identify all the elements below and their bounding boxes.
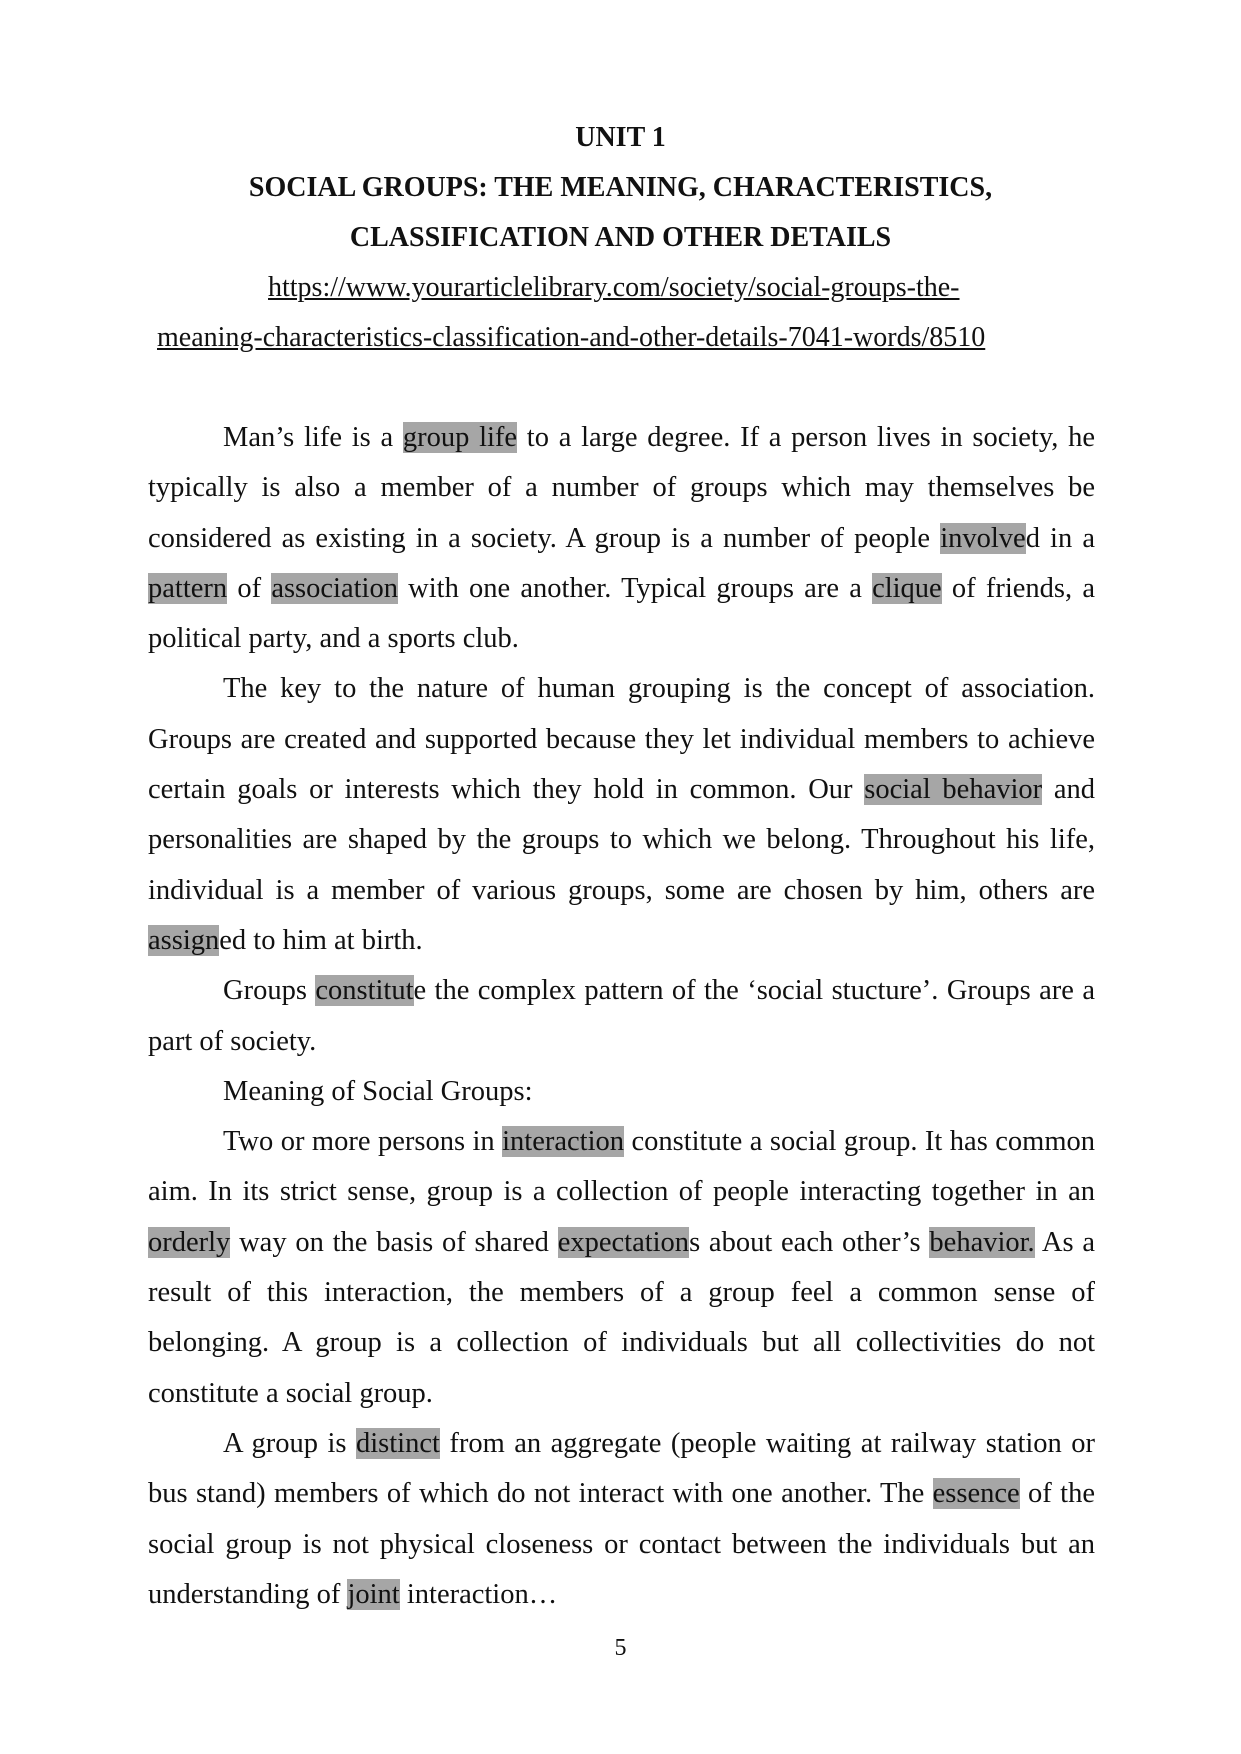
highlighted-term: assign [148,924,220,956]
source-url-line-1[interactable]: https://www.yourarticlelibrary.com/society/social-groups-the- [268,272,960,303]
highlighted-term: constitut [315,975,414,1007]
paragraph [148,966,1095,1067]
text-run: d in a [1025,522,1095,554]
unit-heading: UNIT 1 [575,122,666,153]
highlighted-term: social behavior [864,774,1043,806]
text-run: A group is [223,1427,356,1459]
text-run: of the social group is not physical closeness or contact between the individuals but an understanding of [148,1478,1095,1610]
highlighted-term: essence [932,1478,1020,1510]
text-run: of [227,572,272,604]
highlighted-term: clique [872,572,942,604]
text-run: to a large degree. If a person lives in society, he typically is also a member of a number of groups which may themselves be considered as existing in a society. A group is a number of people [148,422,1096,554]
text-run: constitute a social group. It has common aim. In its strict sense, group is a collection of people interacting together in an [148,1126,1095,1208]
text-run: of friends, a political party, and a sports club. [148,572,1096,655]
text-run: Man’s life is a [223,422,403,453]
paragraph [148,1117,1095,1419]
highlighted-term: distinct [355,1427,440,1459]
highlighted-term: orderly [148,1226,231,1258]
title-line-1: SOCIAL GROUPS: THE MEANING, CHARACTERISTICS, [248,172,993,203]
text-run: Meaning of Social Groups: [223,1075,533,1107]
text-run: and personalities are shaped by the groups to which we belong. Throughout his life, individual is a member of various groups, some are chosen by him, others are [148,774,1096,906]
text-run: Two or more persons in [223,1126,503,1158]
title-line-2: CLASSIFICATION AND OTHER DETAILS [349,222,892,253]
paragraph [148,664,1095,966]
text-run: The key to the nature of human grouping is the concept of association. Groups are created and supported because they let individual members to achieve certain goals or interests which they hold in common. Our [148,673,1095,806]
paragraph [148,413,1095,664]
highlighted-term: involve [940,522,1026,554]
text-run: from an aggregate (people waiting at railway station or bus stand) members of which do not interact with one another. The [148,1427,1096,1510]
text-run: As a result of this interaction, the members of a group feel a common sense of belonging. A group is a collection of individuals but all collectivities do not constitute a social group. [148,1226,1095,1409]
text-run: e the complex pattern of the ‘social stucture’. Groups are a part of society. [148,975,1095,1057]
text-run: with one another. Typical groups are a [397,572,873,604]
text-run: Groups [223,975,316,1007]
text-run: ed to him at birth. [219,924,423,956]
page-number: 5 [614,1635,627,1661]
article-body [148,413,1095,1620]
highlighted-term: joint [347,1578,400,1610]
source-url-line-2[interactable]: meaning-characteristics-classification-and-other-details-7041-words/8510 [157,322,986,353]
highlighted-term: group life [402,422,518,453]
highlighted-term: association [271,572,398,604]
highlighted-term: pattern [148,572,228,604]
text-run: interaction… [399,1578,558,1610]
text-run: s about each other’s [689,1226,930,1258]
text-run: way on the basis of shared [230,1226,558,1258]
paragraph [148,1067,1095,1117]
paragraph [148,1419,1095,1620]
highlighted-term: interaction [502,1126,625,1158]
highlighted-term: behavior. [929,1226,1035,1258]
highlighted-term: expectation [557,1226,690,1258]
